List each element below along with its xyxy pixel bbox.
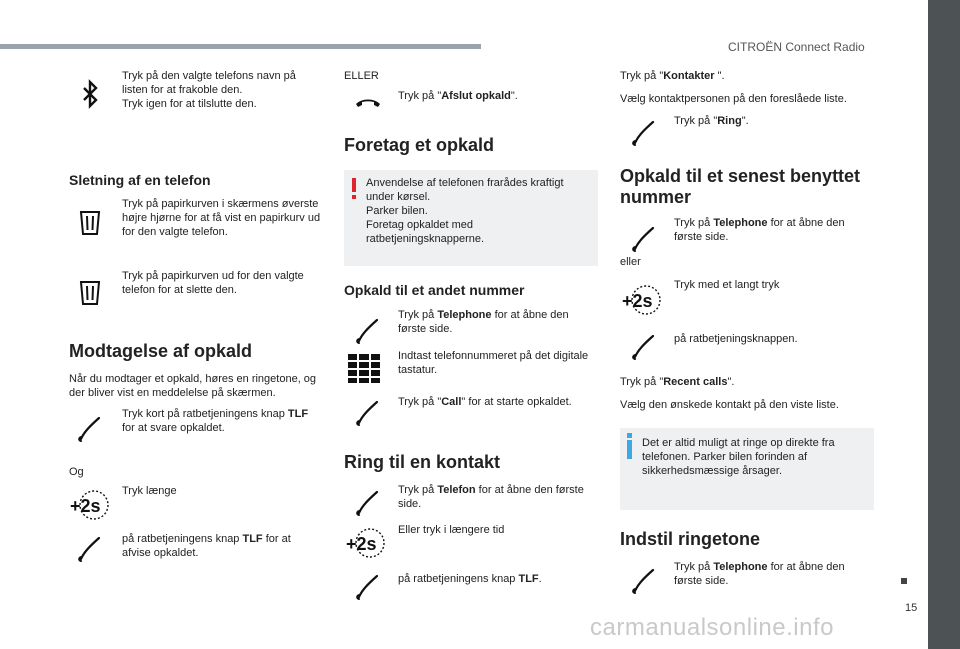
touch-icon xyxy=(626,562,662,598)
keypad-icon xyxy=(346,348,382,384)
touch-icon xyxy=(350,394,386,430)
short-press-text: Tryk kort på ratbetjeningens knap TLF for at svare opkaldet. xyxy=(122,408,309,434)
long-press-text: Tryk længe xyxy=(122,485,177,497)
receive-intro: Når du modtager et opkald, høres en ringetone, og der bliver vist en meddelelse på skærmen. xyxy=(69,373,317,399)
other-step-3: Tryk på "Call" for at starte opkaldet. xyxy=(398,396,572,408)
og-text: Og xyxy=(69,466,84,478)
touch-icon xyxy=(626,220,662,256)
touch-icon xyxy=(350,568,386,604)
delete-step-1: Tryk på papirkurven i skærmens øverste højre hjørne for at få vist en papirkurv ud for den valgte telefon. xyxy=(122,198,321,238)
touch-icon xyxy=(350,312,386,348)
warning-text: Anvendelse af telefonen frarådes kraftigt under kørsel. Parker bilen. Foretag opkaldet med ratbetjeningsknapperne. xyxy=(366,177,564,245)
svg-text:+2s: +2s xyxy=(70,496,101,516)
heading-call-other-number: Opkald til et andet nummer xyxy=(344,282,525,298)
svg-text:+2s: +2s xyxy=(346,534,377,554)
reject-text: på ratbetjeningens knap TLF for at afvise opkaldet. xyxy=(122,533,291,559)
heading-recent-call: Opkald til et senest benyttet nummer xyxy=(620,166,861,207)
header-rule xyxy=(0,44,481,49)
heading-make-call: Foretag et opkald xyxy=(344,135,495,155)
contact-step-1: Tryk på Telefon for at åbne den første side. xyxy=(398,484,584,510)
hang-up-icon xyxy=(350,84,386,120)
touch-icon xyxy=(626,328,662,364)
contact-step-2: Eller tryk i længere tid xyxy=(398,524,505,536)
heading-receive-call: Modtagelse af opkald xyxy=(69,341,253,361)
watermark: carmanualsonline.info xyxy=(590,614,834,641)
page-side-strip xyxy=(928,0,960,649)
bluetooth-icon xyxy=(72,76,108,112)
touch-icon xyxy=(72,530,108,566)
trash-icon xyxy=(72,204,108,240)
ring-text: Tryk på "Ring". xyxy=(674,115,749,127)
ringtone-step-1: Tryk på Telephone for at åbne den første side. xyxy=(674,561,845,587)
heading-ringtone: Indstil ringetone xyxy=(620,529,761,549)
recent-step-3: på ratbetjeningsknappen. xyxy=(674,333,798,345)
eller-text-2: eller xyxy=(620,256,641,268)
hang-up-text: Tryk på "Afslut opkald". xyxy=(398,90,518,102)
recent-calls-text: Tryk på "Recent calls". xyxy=(620,376,735,388)
contacts-text: Tryk på "Kontakter ". xyxy=(620,70,725,82)
delete-step-2: Tryk på papirkurven ud for den valgte telefon for at slette den. xyxy=(122,270,304,296)
touch-icon xyxy=(72,410,108,446)
two-second-press-icon xyxy=(344,525,388,561)
touch-icon xyxy=(350,484,386,520)
eller-text: ELLER xyxy=(344,70,379,82)
warning-icon xyxy=(352,178,356,192)
svg-text:+2s: +2s xyxy=(622,291,653,311)
info-icon xyxy=(627,433,632,438)
contact-step-3: på ratbetjeningens knap TLF. xyxy=(398,573,542,585)
choose-listed-contact-text: Vælg den ønskede kontakt på den viste liste. xyxy=(620,399,839,411)
touch-icon xyxy=(626,114,662,150)
two-second-press-icon xyxy=(620,282,664,318)
two-second-press-icon xyxy=(68,487,112,523)
choose-contact-text: Vælg kontaktpersonen på den foreslåede liste. xyxy=(620,93,847,105)
other-step-2: Indtast telefonnummeret på det digitale tastatur. xyxy=(398,350,589,376)
info-box xyxy=(620,428,874,510)
recent-step-2: Tryk med et langt tryk xyxy=(674,279,780,291)
header-title: CITROËN Connect Radio xyxy=(728,40,865,54)
heading-delete-phone: Sletning af en telefon xyxy=(69,172,211,188)
other-step-1: Tryk på Telephone for at åbne den første side. xyxy=(398,309,569,335)
trash-icon xyxy=(72,274,108,310)
page-marker xyxy=(901,578,907,584)
page-number: 15 xyxy=(905,602,918,614)
info-text: Det er altid muligt at ringe op direkte fra telefonen. Parker bilen forinden af sikkerhedsmæssige årsager. xyxy=(642,437,835,477)
warning-box xyxy=(344,170,598,266)
bluetooth-text: Tryk på den valgte telefons navn på listen for at frakoble den. Tryk igen for at tilslutte den. xyxy=(122,70,296,110)
heading-call-contact: Ring til en kontakt xyxy=(344,452,501,472)
recent-step-1: Tryk på Telephone for at åbne den første side. xyxy=(674,217,845,243)
